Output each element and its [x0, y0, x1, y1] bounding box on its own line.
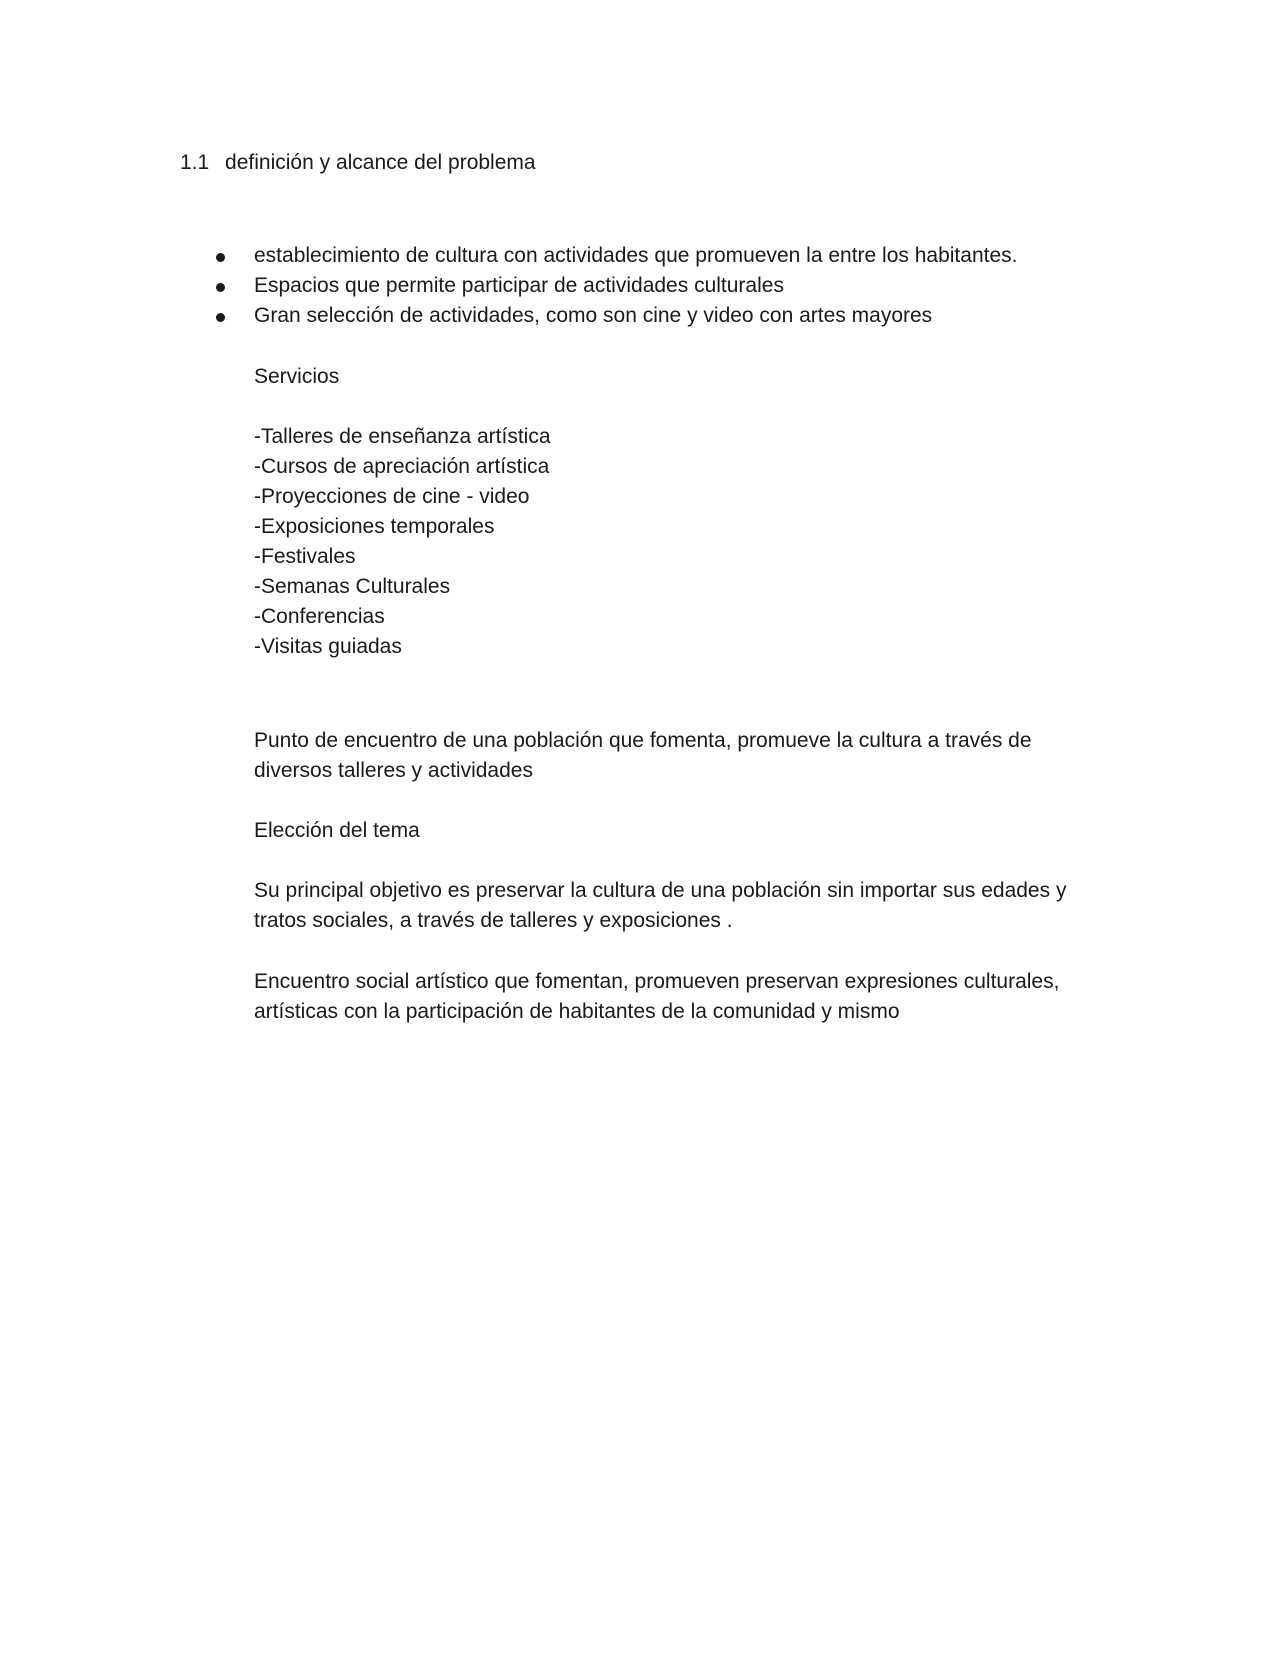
bullet-item — [180, 301, 1080, 331]
service-item: -Semanas Culturales — [254, 575, 451, 598]
section-title: definición y alcance del problema — [225, 151, 536, 174]
bullet-dot-icon — [216, 283, 225, 292]
bullet-text: establecimiento de cultura con actividades que promueven la entre los habitantes. — [254, 244, 1018, 267]
bullet-text: Gran selección de actividades, como son cine y video con artes mayores — [254, 304, 933, 327]
paragraph-objetivo: Su principal objetivo es preservar la cultura de una población sin importar sus edades y tratos sociales, a través de talleres y exposiciones . — [254, 879, 1067, 932]
bullet-list — [180, 241, 1080, 331]
services-list — [254, 422, 1084, 662]
service-item: -Cursos de apreciación artística — [254, 455, 550, 478]
service-item: -Proyecciones de cine - video — [254, 485, 530, 508]
bullet-text: Espacios que permite participar de actividades culturales — [254, 274, 784, 297]
paragraph-encuentro-social: Encuentro social artístico que fomentan, promueven preservan expresiones culturales, artísticas con la participación de habitantes de la comunidad y mismo — [254, 970, 1060, 1023]
section-number: 1.1 — [180, 151, 210, 174]
services-title: Servicios — [254, 365, 340, 388]
service-item: -Exposiciones temporales — [254, 515, 495, 538]
paragraph-punto-encuentro: Punto de encuentro de una población que fomenta, promueve la cultura a través de diversos talleres y actividades — [254, 729, 1032, 782]
bullet-dot-icon — [216, 253, 225, 262]
bullet-item — [180, 241, 1080, 271]
bullet-item — [180, 271, 1080, 301]
bullet-dot-icon — [216, 313, 225, 322]
service-item: -Festivales — [254, 545, 356, 568]
eleccion-title: Elección del tema — [254, 819, 420, 842]
service-item: -Conferencias — [254, 605, 385, 628]
service-item: -Visitas guiadas — [254, 635, 402, 658]
service-item: -Talleres de enseñanza artística — [254, 425, 551, 448]
section-heading — [180, 148, 536, 178]
